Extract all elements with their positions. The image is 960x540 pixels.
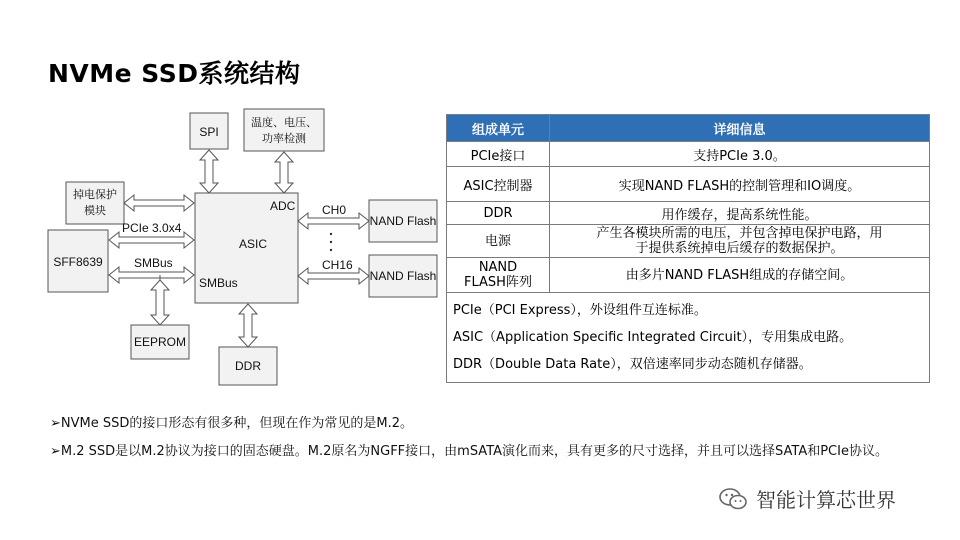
table-row xyxy=(447,225,930,258)
watermark xyxy=(718,484,896,513)
unit-line: NAND xyxy=(478,260,518,275)
ddr-label: DDR xyxy=(235,359,261,373)
spi-asic-arrow xyxy=(200,150,218,193)
asic-adc-label: ADC xyxy=(270,199,296,213)
table-cell-unit: PCIe接口 xyxy=(447,142,550,167)
note-asic: ASIC（Application Specific Integrated Circuit），专用集成电路。 xyxy=(453,330,853,345)
table-cell-detail xyxy=(550,225,930,258)
asic-smbus-label: SMBus xyxy=(199,276,238,290)
nand-flash-label-1: NAND Flash xyxy=(369,214,437,228)
note-pcie: PCIe（PCI Express），外设组件互连标准。 xyxy=(453,303,707,318)
detail-line: 于提供系统掉电后缓存的数据保护。 xyxy=(635,241,844,256)
table-cell-detail: 支持PCIe 3.0。 xyxy=(550,142,930,167)
eeprom-label: EEPROM xyxy=(133,335,187,349)
table-row xyxy=(447,258,930,293)
table-header-row xyxy=(447,115,930,142)
table-row xyxy=(447,142,930,167)
power-asic-arrow xyxy=(124,195,194,211)
table-notes-cell xyxy=(447,293,930,383)
sensor-asic-arrow xyxy=(275,152,293,193)
table-header-unit: 组成单元 xyxy=(447,115,550,142)
table-cell-detail: 实现NAND FLASH的控制管理和IO调度。 xyxy=(550,167,930,202)
watermark-text: 智能计算芯世界 xyxy=(756,488,896,512)
page-title: NVMe SSD系统结构 xyxy=(48,59,301,88)
bullet-item: ➢M.2 SSD是以M.2协议为接口的固态硬盘。M.2原名为NGFF接口，由mSATA演化而来，具有更多的尺寸选择，并且可以选择SATA和PCIe协议。 xyxy=(50,444,888,459)
asic-label: ASIC xyxy=(239,237,268,251)
power-protect-line1: 掉电保护 xyxy=(73,188,117,201)
component-table xyxy=(446,114,930,383)
table-notes-row xyxy=(447,293,930,383)
table-cell-unit: DDR xyxy=(447,202,550,225)
spi-label: SPI xyxy=(199,125,219,139)
ddr-asic-arrow xyxy=(239,304,257,347)
table-cell-detail: 由多片NAND FLASH组成的存储空间。 xyxy=(550,258,930,293)
table-cell-detail: 用作缓存，提高系统性能。 xyxy=(550,202,930,225)
table-row xyxy=(447,167,930,202)
detail-line: 产生各模块所需的电压，并包含掉电保护电路，用 xyxy=(596,226,883,241)
pcie-link-label: PCIe 3.0x4 xyxy=(122,221,182,235)
wechat-icon xyxy=(718,486,748,512)
ch0-label: CH0 xyxy=(322,203,347,217)
unit-line: FLASH阵列 xyxy=(464,275,532,290)
table-header-detail: 详细信息 xyxy=(550,115,930,142)
note-ddr: DDR（Double Data Rate），双倍速率同步动态随机存储器。 xyxy=(453,357,812,372)
channel-ellipsis xyxy=(330,233,332,251)
power-protect-line2: 模块 xyxy=(84,204,106,217)
ch16-label: CH16 xyxy=(322,258,353,272)
nand-flash-label-2: NAND Flash xyxy=(369,269,437,283)
table-row xyxy=(447,202,930,225)
sensor-label-line1: 温度、电压、 xyxy=(251,116,317,129)
table-cell-unit: ASIC控制器 xyxy=(447,167,550,202)
smbus-link-label: SMBus xyxy=(134,256,173,270)
sff8639-label: SFF8639 xyxy=(53,255,103,269)
table-cell-unit xyxy=(447,258,550,293)
table-cell-unit: 电源 xyxy=(447,225,550,258)
sensor-label-line2: 功率检测 xyxy=(262,132,306,145)
bullet-list xyxy=(50,414,930,470)
eeprom-arrow xyxy=(151,280,169,325)
bullet-item: ➢NVMe SSD的接口形态有很多种，但现在作为常见的是M.2。 xyxy=(50,416,413,431)
